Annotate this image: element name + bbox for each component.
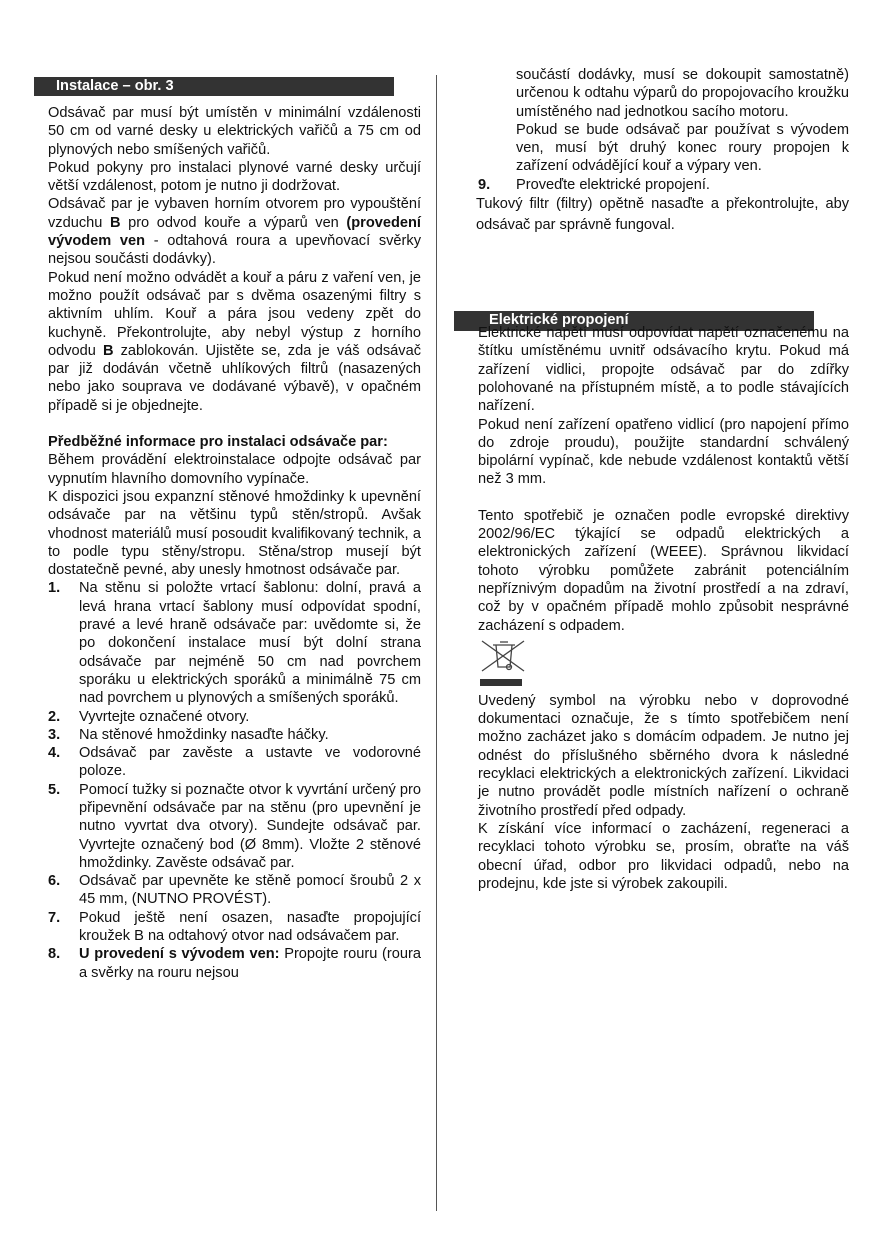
subheading: Předběžné informace pro instalaci odsávače par: — [48, 434, 388, 451]
list-item — [48, 781, 421, 872]
text: B — [109, 214, 121, 231]
step-number: 4. — [48, 745, 61, 762]
text: B — [102, 342, 114, 359]
paragraph: Pokud není zařízení opatřeno vidlicí (pro napojení přímo do zdroje proudu), použijte standardní schválený bipolární vypínač, kde nebude vzdálenost kontaktů větší než 3 mm. — [478, 416, 849, 488]
weee-bar — [480, 679, 522, 686]
step-text: Na stěnu si položte vrtací šablonu: dolní, pravá a levá hrana vrtací šablony musí odpovídat spodní, pravé a levé hraně odsávače par: uvědomte si, že po dokončení instalace musí být dolní strana odsávače par nejméně 50 cm nad povrchem sporáku u elektrických sporáků a minimálně 75 cm nad povrchem u plynových a smíšených sporáků. — [79, 580, 421, 707]
text: - odtahová roura a upevňovací svěrky nejsou součásti dodávky). — [48, 233, 421, 268]
text: pro odvod kouře a výparů ven — [120, 214, 347, 231]
step-text: Odsávač par upevněte ke stěně pomocí šroubů 2 x 45 mm, (NUTNO PROVÉST). — [79, 873, 421, 908]
list-item — [48, 909, 421, 946]
list-item — [48, 945, 421, 982]
paragraph: K dispozici jsou expanzní stěnové hmoždinky k upevnění odsávače par na většinu typů stěn/stropů. Avšak vhodnost materiálů musí posoudit kvalifikovaný technik, a to podle typu stěny/stropu. Stěna/strop musejí být dostatečně pevné, aby unesly hmotnost odsávače par. — [48, 488, 421, 579]
step-number: 5. — [48, 781, 61, 798]
left-column — [48, 104, 421, 982]
step-number: 2. — [48, 708, 61, 725]
list-item — [478, 176, 849, 194]
list-item — [48, 872, 421, 909]
list-item — [48, 726, 421, 744]
list-item — [48, 579, 421, 707]
step-number: 6. — [48, 873, 61, 890]
text: Odsávač par je vybaven horním otvorem pro vypouštění vzduchu — [48, 196, 421, 231]
paragraph: Uvedený symbol na výrobku nebo v doprovodné dokumentaci označuje, že s tímto spotřebičem není možno zacházet jako s domácím odpadem. Je nutno jej odnést do příslušného sběrného dvora k následné recyklaci elektrických a elektronických zařízení. Likvidaci je nutno provádět podle místních nařízení o ochraně životního prostředí před odpady. — [478, 692, 849, 819]
paragraph: Elektrické napětí musí odpovídat napětí označenému na štítku umístěnému uvnitř odsávacího krytu. Pokud má zařízení vidlici, propojte odsávač par do zdířky polohované na přístupném místě, a to podle stávajících nařízení. — [478, 325, 849, 415]
paragraph: Pokud pokyny pro instalaci plynové varné desky určují větší vzdálenost, potom je nutno ji dodržovat. — [48, 159, 421, 195]
step-number: 7. — [48, 909, 61, 926]
right-column — [478, 66, 849, 893]
text: zablokován. Ujistěte se, zda je váš odsávač par již dodáván včetně uhlíkových filtrů (nasazených nebo jako souprava ve dodávané výbavě), v opačném případě si je objednejte. — [48, 342, 421, 414]
column-divider — [436, 75, 437, 1211]
step-number: 9. — [478, 176, 491, 193]
weee-crossed-bin-icon — [480, 637, 528, 673]
step-text: Vyvrtejte označené otvory. — [79, 708, 250, 725]
paragraph: Pokud se bude odsávač par používat s vývodem ven, musí být druhý konec roury propojen k zařízení odvádějící kouř a výpary ven. — [516, 121, 849, 175]
text: (provedení vývodem ven — [48, 214, 421, 250]
step-text: Pomocí tužky si poznačte otvor k vyvrtání určený pro připevnění odsávače par na stěnu (pro upevnění je nutno vyvrtat dva otvory). Sundejte odsávač par. Vyvrtejte označený bod (Ø 8mm). Vložte 2 stěnové hmoždinky. Zavěste odsávač par. — [79, 781, 421, 871]
paragraph — [48, 195, 421, 268]
paragraph: Odsávač par musí být umístěn v minimální vzdálenosti 50 cm od varné desky u elektrických vařičů a 75 cm od plynových nebo smíšených vařičů. — [48, 105, 421, 158]
list-item — [48, 708, 421, 726]
section-heading-elektricke: Elektrické propojení — [454, 311, 814, 331]
paragraph: součástí dodávky, musí se dokoupit samostatně) určenou k odtahu výparů do propojovacího kroužku umístěného nad jednotkou sacího motoru. — [516, 67, 849, 120]
step-number: 1. — [48, 580, 61, 597]
step-text: Proveďte elektrické propojení. — [516, 176, 710, 193]
step-number: 3. — [48, 726, 61, 743]
step-text: Odsávač par zavěste a ustavte ve vodorovné poloze. — [79, 745, 421, 780]
steps-cont — [478, 176, 849, 194]
paragraph: Tento spotřebič je označen podle evropské direktivy 2002/96/EC týkající se odpadů elektrických a elektronických zařízení (WEEE). Správnou likvidací tohoto výrobku pomůžete zabránit potenciálním nepříznivým dopadům na životní prostředí a na zdraví, což by v opačném případě mohlo způsobit nesprávné zacházení s odpadem. — [478, 507, 849, 634]
step-number: 8. — [48, 946, 61, 963]
text: Pokud není možno odvádět a kouř a páru z vaření ven, je možno použít odsávač par s dvěma osazenými filtry s aktivním uhlím. Kouř a pára jsou vedeny zpět do kuchyně. Překontrolujte, aby nebyl výstup z horního odvodu — [48, 269, 421, 359]
step-text: Na stěnové hmoždinky nasaďte háčky. — [79, 726, 329, 743]
paragraph — [48, 269, 421, 415]
installation-steps — [48, 579, 421, 982]
paragraph: Tukový filtr (filtry) opětně nasaďte a překontrolujte, aby odsávač par správně fungoval. — [476, 196, 849, 234]
step-bold: U provedení s vývodem ven: — [79, 946, 280, 963]
paragraph: K získání více informací o zacházení, regeneraci a recyklaci tohoto výrobku se, prosím, obraťte na váš obecní úřad, odbor pro likvidaci odpadů, nebo na prodejnu, kde jste si výrobek zakoupili. — [478, 820, 849, 892]
paragraph: Během provádění elektroinstalace odpojte odsávač par vypnutím hlavního domovního vypínače. — [48, 452, 421, 487]
list-item — [48, 744, 421, 781]
step-text: Propojte rouru (roura a svěrky na rouru nejsou — [79, 946, 421, 981]
section-heading-instalace: Instalace – obr. 3 — [34, 77, 394, 96]
step-text: Pokud ještě není osazen, nasaďte propojující kroužek B na odtahový otvor nad odsávačem par. — [79, 909, 421, 945]
